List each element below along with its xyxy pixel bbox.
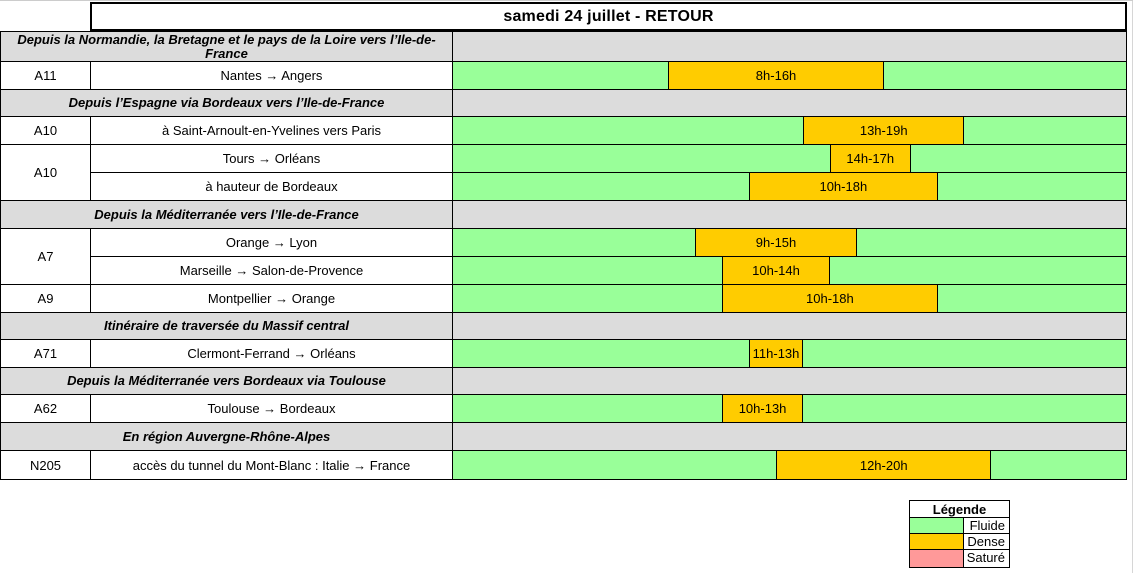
route-description: à hauteur de Bordeaux (91, 173, 453, 200)
road-code: A7 (1, 229, 91, 284)
section-label: Depuis la Méditerranée vers l’Ile-de-France (1, 201, 453, 228)
bar-time-label: 10h-14h (752, 262, 800, 278)
traffic-table (0, 31, 1127, 480)
timeline-cell (453, 451, 1126, 479)
legend-item-sature (910, 550, 1009, 567)
timeline-cell (453, 145, 1126, 172)
legend-title: Légende (910, 501, 1009, 518)
road-code: A10 (1, 117, 91, 144)
bar-time-label: 13h-19h (859, 123, 908, 138)
timeline-cell (453, 173, 1126, 200)
road-code: A11 (1, 62, 91, 89)
route-description: Tours → Orléans (91, 145, 453, 172)
traffic-bar-dense (749, 173, 937, 200)
route-row-a10-saint-arnoult (1, 117, 1126, 145)
road-code: A10 (1, 145, 91, 200)
section-filler (453, 423, 1126, 450)
bar-time-label: 11h-13h (752, 346, 800, 361)
section-label: Depuis la Méditerranée vers Bordeaux via Toulouse (1, 368, 453, 394)
bar-time-label: 10h-18h (806, 291, 854, 306)
section-filler (453, 90, 1126, 116)
section-filler (453, 32, 1126, 61)
traffic-bar-dense (776, 451, 991, 479)
legend-label: Saturé (966, 550, 1005, 565)
route-row-a7-orange-lyon (91, 229, 1126, 257)
timeline-cell (453, 285, 1126, 312)
legend-item-fluide (910, 518, 1009, 534)
route-description: Clermont-Ferrand → Orléans (91, 340, 453, 367)
traffic-bar-dense (695, 229, 857, 256)
section-filler (453, 368, 1126, 394)
section-label: En région Auvergne-Rhône-Alpes (1, 423, 453, 450)
bar-time-label: 9h-15h (755, 234, 797, 250)
legend-label: Fluide (969, 518, 1005, 533)
route-row-a9 (1, 285, 1126, 313)
legend-item-dense (910, 534, 1009, 550)
section-label: Itinéraire de traversée du Massif central (1, 313, 453, 339)
section-header-auvergne-rhone-alpes (1, 423, 1126, 451)
bar-time-label: 14h-17h (846, 150, 895, 166)
road-code: A9 (1, 285, 91, 312)
route-group-a10 (1, 145, 1126, 201)
bar-time-label: 10h-18h (819, 178, 868, 194)
route-description: Toulouse → Bordeaux (91, 395, 453, 422)
timeline-cell (453, 395, 1126, 422)
fluide-color-swatch (910, 518, 964, 533)
traffic-bar-dense (803, 117, 965, 144)
section-filler (453, 201, 1126, 228)
section-header-espagne (1, 90, 1126, 117)
dense-color-swatch (910, 534, 964, 549)
legend (909, 500, 1010, 568)
bar-time-label: 8h-16h (755, 68, 797, 83)
section-header-mediterranee-idf (1, 201, 1126, 229)
timeline-cell (453, 340, 1126, 367)
route-group-rows (91, 145, 1126, 200)
page-title-text: samedi 24 juillet - RETOUR (503, 7, 714, 25)
traffic-bar-dense (830, 145, 911, 172)
road-code: N205 (1, 451, 91, 479)
section-header-mediterranee-bordeaux (1, 368, 1126, 395)
section-label: Depuis la Normandie, la Bretagne et le pays de la Loire vers l’Ile-de-France (1, 32, 453, 61)
section-label: Depuis l’Espagne via Bordeaux vers l’Ile-de-France (1, 90, 453, 116)
bar-time-label: 12h-20h (859, 457, 908, 473)
route-row-a7-marseille (91, 257, 1126, 284)
bar-time-label: 10h-13h (738, 401, 787, 416)
section-header-normandie (1, 32, 1126, 62)
timeline-cell (453, 117, 1126, 144)
route-group-a7 (1, 229, 1126, 285)
route-row-a10-tours (91, 145, 1126, 173)
route-description: Marseille → Salon-de-Provence (91, 257, 453, 284)
route-description: Montpellier → Orange (91, 285, 453, 312)
timeline-cell (453, 62, 1126, 89)
route-row-a62 (1, 395, 1126, 423)
timeline-cell (453, 229, 1126, 256)
sature-color-swatch (910, 550, 964, 567)
traffic-bar-dense (668, 62, 883, 89)
route-row-a10-bordeaux (91, 173, 1126, 200)
traffic-bar-dense (722, 257, 830, 284)
route-description: Orange → Lyon (91, 229, 453, 256)
route-group-rows (91, 229, 1126, 284)
road-code: A71 (1, 340, 91, 367)
route-row-a11 (1, 62, 1126, 90)
traffic-bar-dense (749, 340, 803, 367)
road-code: A62 (1, 395, 91, 422)
section-header-massif-central (1, 313, 1126, 340)
route-row-n205 (1, 451, 1126, 479)
section-filler (453, 313, 1126, 339)
route-description: Nantes → Angers (91, 62, 453, 89)
route-description: accès du tunnel du Mont-Blanc : Italie → France (91, 451, 453, 479)
traffic-bar-dense (722, 395, 803, 422)
legend-label: Dense (967, 534, 1005, 549)
timeline-cell (453, 257, 1126, 284)
route-description: à Saint-Arnoult-en-Yvelines vers Paris (91, 117, 453, 144)
page-title (90, 2, 1127, 31)
traffic-bar-dense (722, 285, 937, 312)
route-row-a71 (1, 340, 1126, 368)
